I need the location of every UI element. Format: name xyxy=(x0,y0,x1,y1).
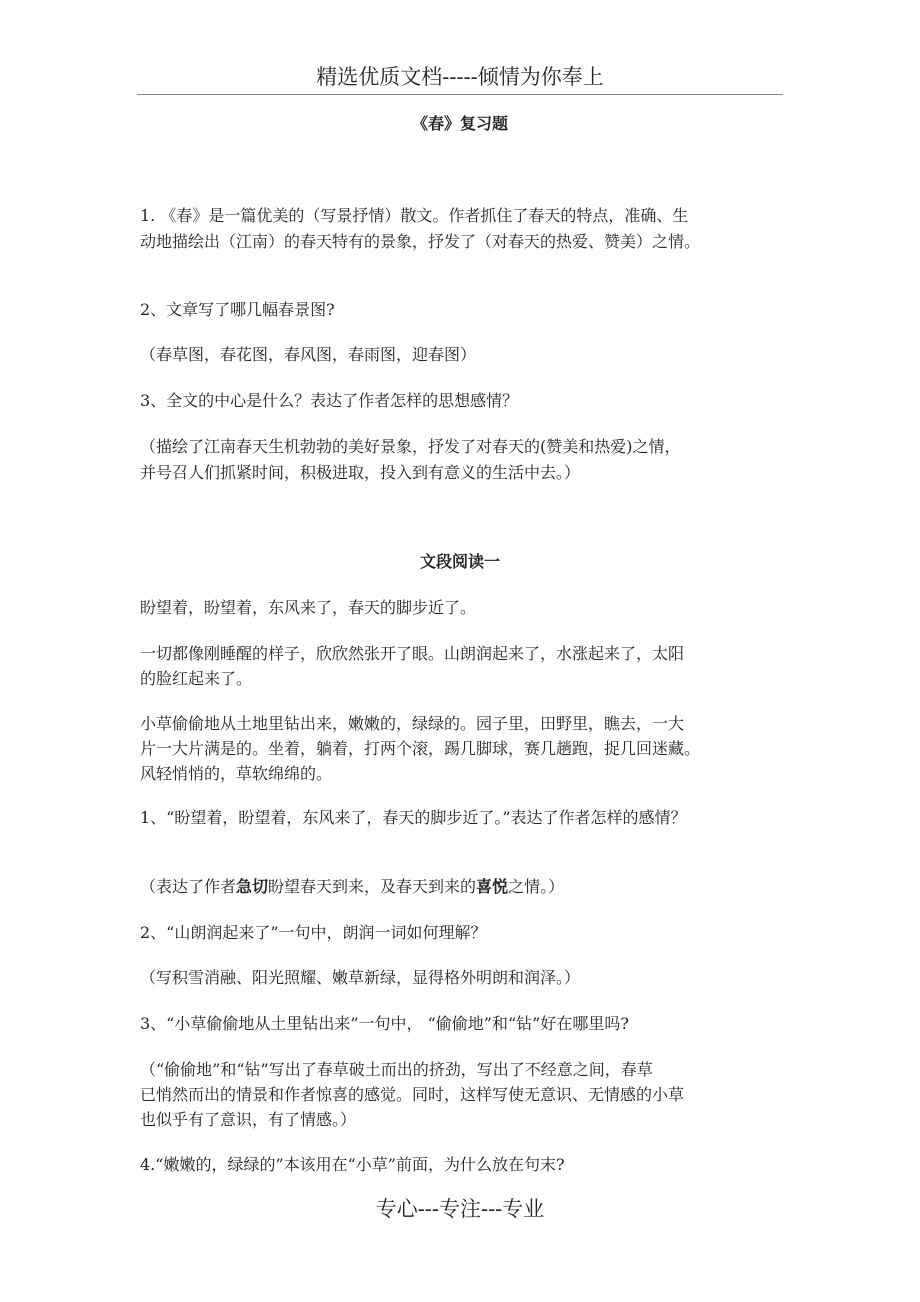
reading-answer-3-line-1: （“偷偷地”和“钻”写出了春草破土而出的挤劲，写出了不经意之间，春草 xyxy=(140,1060,653,1079)
section-heading: 文段阅读一 xyxy=(419,552,500,571)
reading-answer-3-line-2: 已悄然而出的情景和作者惊喜的感觉。同时，这样写使无意识、无情感的小草 xyxy=(140,1085,685,1104)
reading-question-4: 4.“嫩嫩的，绿绿的”本该用在“小草”前面，为什么放在句末? xyxy=(140,1155,565,1174)
question-3: 3、全文的中心是什么？表达了作者怎样的思想感情？ xyxy=(140,391,519,410)
passage-line-1: 盼望着，盼望着，东风来了，春天的脚步近了。 xyxy=(140,598,477,617)
footer-text: 专心---专注---专业 xyxy=(375,1197,545,1221)
reading-answer-1 xyxy=(140,875,564,899)
answer-1-text-b: 盼望春天到来，及春天到来的 xyxy=(268,877,477,896)
passage-line-6: 风轻悄悄的，草软绵绵的。 xyxy=(140,764,333,783)
header-divider xyxy=(137,94,783,95)
passage-line-3: 的脸红起来了。 xyxy=(140,669,253,688)
answer-1-bold-a: 急切 xyxy=(236,877,269,896)
reading-question-2: 2、“山朗润起来了”一句中，朗润一词如何理解？ xyxy=(140,923,487,942)
question-2: 2、文章写了哪几幅春景图? xyxy=(140,300,335,319)
answer-2: （春草图，春花图，春风图，春雨图，迎春图） xyxy=(140,345,477,364)
answer-1-text-c: 之情。） xyxy=(508,877,565,896)
answer-1-text-a: （表达了作者 xyxy=(140,877,237,896)
reading-question-3: 3、“小草偷偷地从土里钻出来”一句中， “偷偷地”和“钻”好在哪里吗? xyxy=(140,1014,629,1033)
answer-1-bold-b: 喜悦 xyxy=(476,877,509,896)
reading-question-1: 1、“盼望着，盼望着，东风来了，春天的脚步近了。”表达了作者怎样的感情？ xyxy=(140,808,687,827)
intro-line-1: 1. 《春》是一篇优美的（写景抒情）散文。作者抓住了春天的特点，准确、生 xyxy=(140,206,689,225)
header-title: 精选优质文档-----倾情为你奉上 xyxy=(316,65,604,89)
answer-3-line-2: 并号召人们抓紧时间，积极进取，投入到有意义的生活中去。） xyxy=(140,463,581,482)
intro-line-2: 动地描绘出（江南）的春天特有的景象，抒发了（对春天的热爱、赞美）之情。 xyxy=(140,232,701,251)
answer-3-line-1: （描绘了江南春天生机勃勃的美好景象，抒发了对春天的(赞美和热爱)之情， xyxy=(140,437,681,456)
passage-line-5: 片一大片满是的。坐着，躺着，打两个滚，踢几脚球，赛几趟跑，捉几回迷藏。 xyxy=(140,739,701,758)
document-title: 《春》复习题 xyxy=(411,114,508,133)
passage-line-4: 小草偷偷地从土地里钻出来，嫩嫩的，绿绿的。园子里，田野里，瞧去，一大 xyxy=(140,714,685,733)
passage-line-2: 一切都像刚睡醒的样子，欣欣然张开了眼。山朗润起来了，水涨起来了，太阳 xyxy=(140,644,685,663)
reading-answer-3-line-3: 也似乎有了意识，有了情感。） xyxy=(140,1110,357,1129)
reading-answer-2: （写积雪消融、阳光照耀、嫩草新绿，显得格外明朗和润泽。） xyxy=(140,968,581,987)
